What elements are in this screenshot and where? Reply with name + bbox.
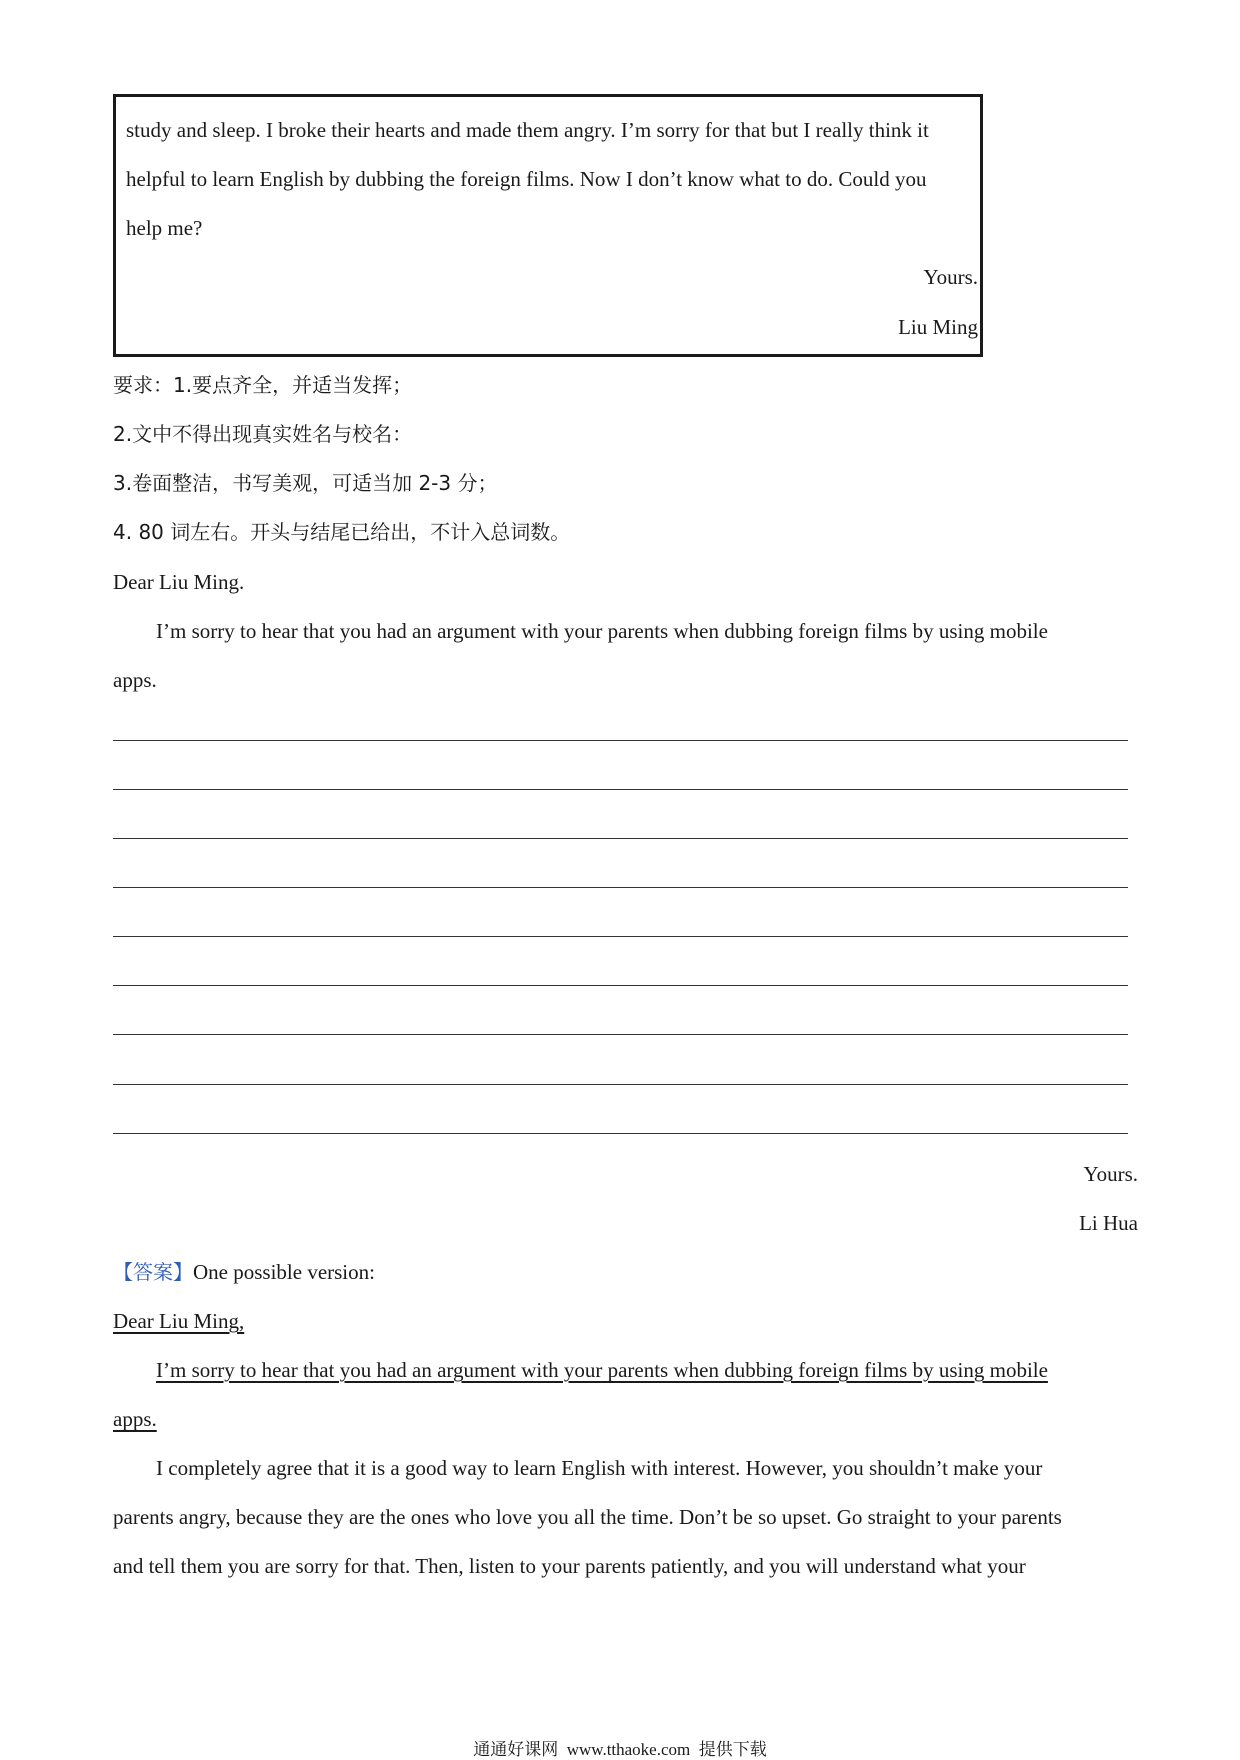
reply-salutation: Dear Liu Ming. [113, 570, 245, 594]
writing-line[interactable] [113, 936, 1128, 937]
answer-tag: 【答案】 [113, 1260, 193, 1284]
reply-opening-line: I’m sorry to hear that you had an argument with your parents when dubbing foreign films by using mobile [156, 619, 1048, 643]
answer-intro: One possible version: [193, 1260, 375, 1284]
reply-signature: Li Hua [1079, 1211, 1138, 1235]
answer-opening-line: I’m sorry to hear that you had an argument with your parents when dubbing foreign films by using mobile [156, 1358, 1048, 1382]
answer-body-line: parents angry, because they are the ones who love you all the time. Don’t be so upset. Go straight to your parents [113, 1505, 1062, 1529]
writing-line[interactable] [113, 985, 1128, 986]
answer-opening-line: apps. [113, 1407, 157, 1431]
writing-line[interactable] [113, 1084, 1128, 1085]
writing-line[interactable] [113, 789, 1128, 790]
writing-line[interactable] [113, 1034, 1128, 1035]
requirement-item: 要求：1.要点齐全，并适当发挥； [113, 373, 413, 397]
answer-body-line: I completely agree that it is a good way to learn English with interest. However, you shouldn’t make your [156, 1456, 1043, 1480]
writing-line[interactable] [113, 1133, 1128, 1134]
writing-line[interactable] [113, 887, 1128, 888]
reply-opening-line: apps. [113, 668, 157, 692]
requirement-item: 4. 80 词左右。开头与结尾已给出，不计入总词数。 [113, 520, 571, 544]
requirement-item: 3.卷面整洁，书写美观，可适当加 2-3 分； [113, 471, 498, 495]
writing-line[interactable] [113, 838, 1128, 839]
letter-line: helpful to learn English by dubbing the foreign films. Now I don’t know what to do. Could you [126, 167, 927, 191]
answer-body-line: and tell them you are sorry for that. Then, listen to your parents patiently, and you will understand what your [113, 1554, 1026, 1578]
answer-heading [113, 1258, 375, 1286]
letter-line: help me? [126, 216, 203, 240]
page-footer: 通通好课网 www.tthaoke.com 提供下载 [473, 1740, 767, 1759]
requirement-item: 2.文中不得出现真实姓名与校名： [113, 422, 413, 446]
writing-line[interactable] [113, 740, 1128, 741]
letter-line: study and sleep. I broke their hearts and made them angry. I’m sorry for that but I really think it [126, 118, 929, 142]
letter-closing: Yours. [923, 265, 978, 289]
letter-signature: Liu Ming [898, 315, 978, 339]
answer-salutation: Dear Liu Ming, [113, 1309, 245, 1333]
reply-closing: Yours. [1083, 1162, 1138, 1186]
